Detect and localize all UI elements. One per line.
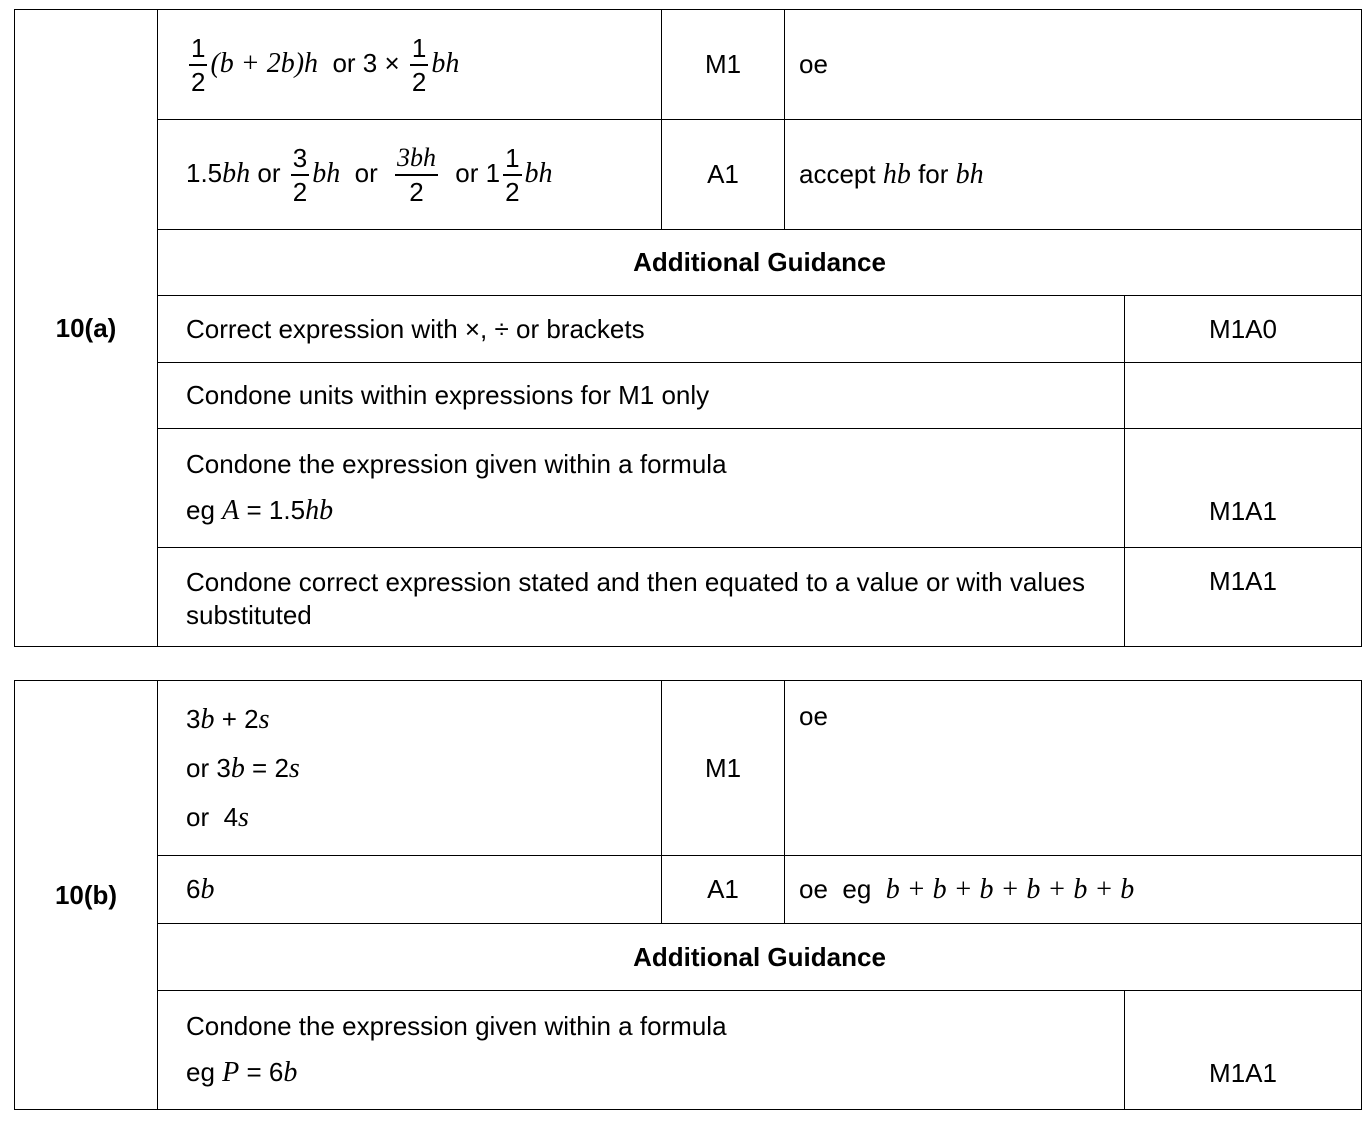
or-text: or 3 × [332,47,400,78]
fraction [189,32,207,97]
guidance-mark: M1A1 [1125,991,1362,1110]
mark: M1 [662,10,785,120]
variable: bh [524,157,553,189]
guidance-example [186,1055,1110,1090]
eg-text: eg [186,1056,215,1087]
guidance-heading: Additional Guidance [158,924,1362,991]
answer-cell [158,681,662,856]
comment-text: accept [799,158,876,189]
answer-line: 3b + 2s [186,703,270,735]
denominator: 2 [191,66,206,97]
numerator: 3 [291,145,309,176]
fraction [410,32,428,97]
variable: bh [312,157,341,189]
variable: bh [955,158,984,190]
guidance-line: Condone the expression given within a formula [186,449,727,480]
numerator: 3bh [395,145,438,176]
expression: (b + 2b)h [210,47,319,79]
guidance-mark [1125,363,1362,429]
expression: bh [431,47,460,79]
or-text: or [354,157,378,188]
or-text: or 1 [455,157,501,188]
mark-scheme-table-10b [14,680,1362,1110]
guidance-text [158,429,1125,548]
variable: P [222,1056,240,1088]
variable: A [222,494,240,526]
denominator: 2 [409,176,424,207]
numerator: 1 [189,35,207,66]
variable: b [283,1056,298,1088]
denominator: 2 [411,66,427,97]
comment [785,856,1362,924]
comment: oe [785,10,1362,120]
fraction [503,142,521,207]
eg-text: = 1.5 [246,494,306,525]
eg-text: = 6 [246,1056,284,1087]
question-number: 10(b) [15,681,158,1110]
variable: hb [882,158,911,190]
guidance-line: Condone the expression given within a formula [186,1011,727,1042]
comment: oe [785,681,1362,856]
guidance-example [186,493,1110,528]
guidance-mark: M1A1 [1125,548,1362,647]
guidance-text: Correct expression with ×, ÷ or brackets [158,296,1125,363]
denominator: 2 [505,176,520,207]
answer-line: or 4s [186,801,249,833]
comment-text: oe eg [799,873,872,904]
eg-text: eg [186,494,215,525]
fraction [395,142,438,207]
mark: A1 [662,120,785,230]
answer-cell [158,10,662,120]
guidance-text: Condone correct expression stated and then equated to a value or with values substituted [158,548,1125,647]
fraction [291,142,309,207]
numerator: 1 [503,145,521,176]
answer-line: or 3b = 2s [186,752,300,784]
variable: hb [305,494,334,526]
mark-scheme-table-10a [14,9,1362,647]
guidance-text [158,991,1125,1110]
numerator: 1 [410,35,428,66]
expression: b + b + b + b + b + b [885,873,1135,905]
mark: A1 [662,856,785,924]
or-text: or [257,157,281,188]
answer-cell: 6b [158,856,662,924]
guidance-mark: M1A0 [1125,296,1362,363]
question-number: 10(a) [15,10,158,647]
value: 1.5 [186,157,223,188]
guidance-text: Condone units within expressions for M1 only [158,363,1125,429]
comment-text: for [918,158,949,189]
comment [785,120,1362,230]
guidance-heading: Additional Guidance [158,230,1362,296]
variable: bh [222,157,251,189]
mark: M1 [662,681,785,856]
denominator: 2 [292,176,308,207]
answer-cell [158,120,662,230]
guidance-mark: M1A1 [1125,429,1362,548]
